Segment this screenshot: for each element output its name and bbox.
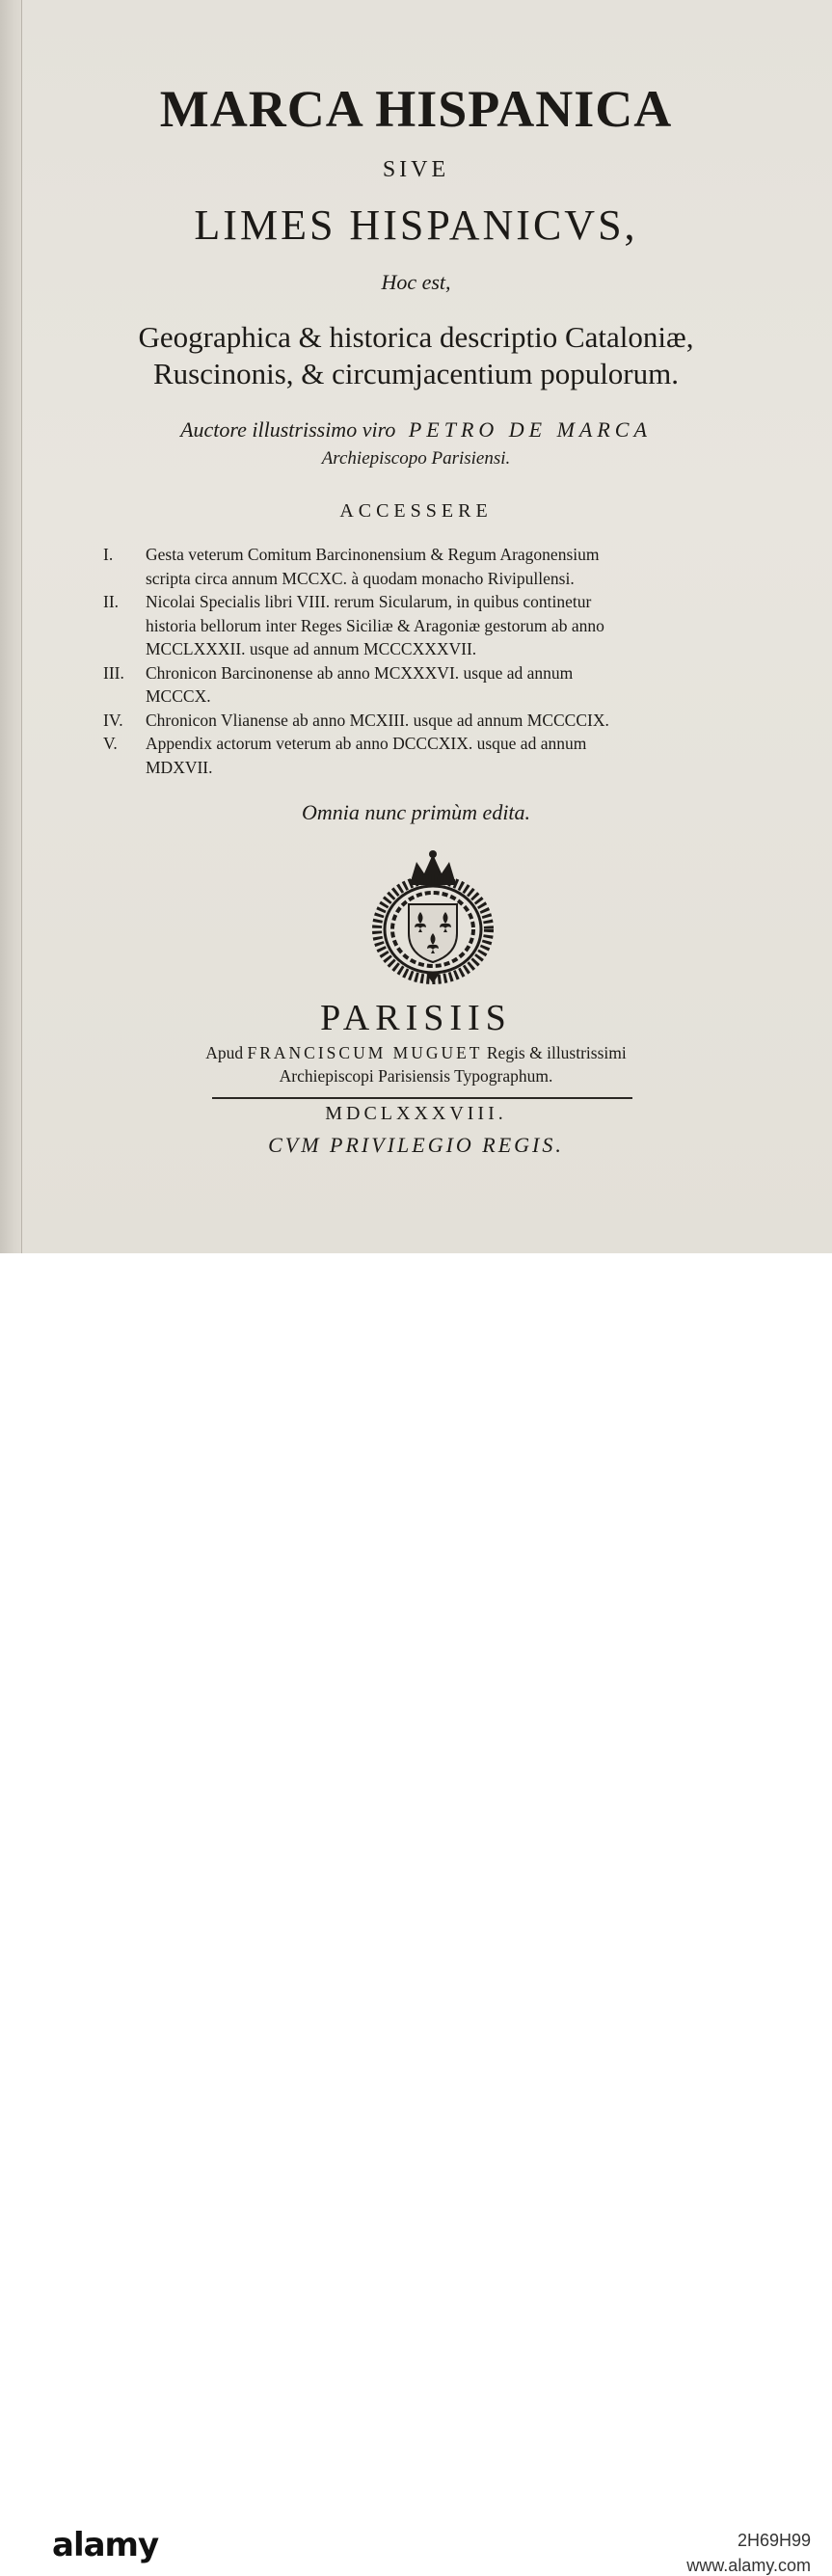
main-title: MARCA HISPANICA xyxy=(159,80,673,138)
item-number: II. xyxy=(103,592,120,611)
sive-line: SIVE xyxy=(382,157,450,182)
brand-logo xyxy=(52,2526,158,2564)
description-line-2: Ruscinonis, & circumjacentium populorum. xyxy=(153,357,679,390)
list-item xyxy=(103,709,759,733)
watermark-footer xyxy=(0,1253,832,2575)
brand-name: alamy xyxy=(52,2526,159,2564)
item-text: Appendix actorum veterum ab anno DCCCXIX. usque ad annum MDXVII. xyxy=(146,734,587,777)
list-item xyxy=(103,543,759,590)
list-item xyxy=(103,732,759,779)
place-of-publication: PARISIIS xyxy=(320,998,512,1038)
apud-word: Apud xyxy=(205,1043,244,1062)
item-text: Nicolai Specialis libri VIII. rerum Sicularum, in quibus continetur historia bellorum inter Reges Siciliæ & Aragoniæ gestorum ab anno MCCLXXXII. usque ad annum MCCCXXXVII. xyxy=(146,592,604,658)
item-text: Chronicon Vlianense ab anno MCXIII. usque ad annum MCCCCIX. xyxy=(146,710,609,730)
hoc-est: Hoc est, xyxy=(381,270,451,294)
contents-list xyxy=(103,543,759,779)
accessere-heading: ACCESSERE xyxy=(339,500,493,522)
description-line-1: Geographica & historica descriptio Cataloniæ, xyxy=(138,320,694,354)
author-intro: Auctore illustrissimo viro xyxy=(180,417,396,442)
site-url: www.alamy.com xyxy=(686,2556,811,2575)
item-number: IV. xyxy=(103,710,123,730)
title-page xyxy=(0,0,832,1253)
royal-coat-of-arms-icon xyxy=(372,848,494,985)
image-id: 2H69H99 xyxy=(737,2531,811,2550)
item-number: I. xyxy=(103,545,114,564)
author-name: PETRO DE MARCA xyxy=(408,417,652,442)
list-item xyxy=(103,661,759,709)
item-text: Gesta veterum Comitum Barcinonensium & Regum Aragonensium scripta circa annum MCCXC. à quodam monacho Rivipullensi. xyxy=(146,545,600,588)
printer-role: Regis & illustrissimi xyxy=(486,1043,627,1062)
divider xyxy=(212,1097,632,1099)
item-number: V. xyxy=(103,734,118,753)
book-gutter xyxy=(0,0,22,1253)
item-text: Chronicon Barcinonense ab anno MCXXXVI. usque ad annum MCCCX. xyxy=(146,662,574,706)
omnia-line: Omnia nunc primùm edita. xyxy=(301,800,531,824)
author-line xyxy=(0,417,832,443)
item-number: III. xyxy=(103,662,124,683)
privilege-line: CVM PRIVILEGIO REGIS. xyxy=(268,1133,564,1157)
publication-year: MDCLXXXVIII. xyxy=(325,1103,507,1124)
subtitle: LIMES HISPANICVS, xyxy=(194,201,638,249)
printer-name: FRANCISCUM MUGUET xyxy=(247,1043,483,1062)
author-title: Archiepiscopo Parisiensi. xyxy=(321,448,511,469)
list-item xyxy=(103,590,759,661)
printer-line xyxy=(0,1043,832,1063)
printer-line-2: Archiepiscopi Parisiensis Typographum. xyxy=(279,1066,553,1086)
